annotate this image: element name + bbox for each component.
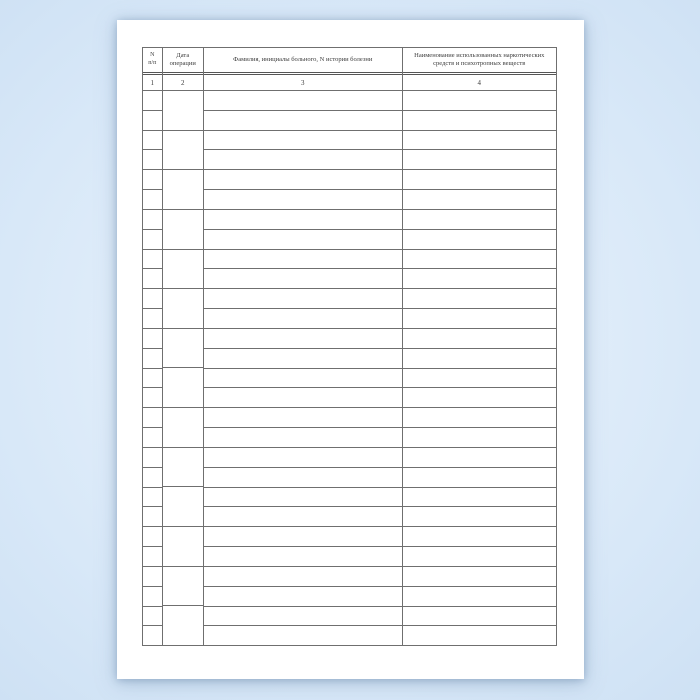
empty-row-cell [403, 309, 557, 329]
header-line: Фамилия, инициалы больного, N истории болезни [233, 56, 373, 64]
column-drugs-header [403, 48, 557, 75]
empty-row-cell [204, 547, 402, 567]
empty-row-cell [143, 547, 162, 567]
empty-row-cell [143, 91, 162, 111]
header-line: Дата [176, 52, 190, 60]
empty-row-cell [403, 289, 557, 309]
empty-row-cell [204, 428, 402, 448]
header-line: операции [169, 60, 196, 67]
document-page [117, 20, 584, 679]
empty-row-cell [403, 369, 557, 389]
empty-row-cell [204, 388, 402, 408]
empty-row-cell [143, 448, 162, 468]
column-serial-header [143, 48, 162, 75]
empty-row-cell [204, 626, 402, 645]
empty-row-cell [204, 250, 402, 270]
empty-row-cell [204, 289, 402, 309]
empty-row-cell [204, 468, 402, 488]
column-patient-header [204, 48, 402, 75]
empty-row-cell [163, 567, 204, 607]
empty-row-cell [403, 607, 557, 627]
empty-row-cell [143, 250, 162, 270]
column-number-cell: 3 [204, 75, 402, 91]
empty-row-cell [143, 329, 162, 349]
empty-row-cell [204, 369, 402, 389]
empty-row-cell [403, 190, 557, 210]
empty-row-cell [403, 448, 557, 468]
empty-row-cell [204, 91, 402, 111]
empty-row-cell [403, 111, 557, 131]
empty-row-cell [143, 170, 162, 190]
empty-row-cell [403, 507, 557, 527]
column-date-body [163, 91, 204, 645]
empty-row-cell [143, 210, 162, 230]
column-drug-names [403, 48, 557, 645]
column-operation-date [163, 48, 205, 645]
empty-row-cell [204, 567, 402, 587]
empty-row-cell [403, 131, 557, 151]
empty-row-cell [204, 587, 402, 607]
column-number-cell: 4 [403, 75, 557, 91]
empty-row-cell [204, 190, 402, 210]
empty-row-cell [143, 150, 162, 170]
empty-row-cell [403, 250, 557, 270]
empty-row-cell [403, 170, 557, 190]
header-line: средств и психотропных веществ [433, 60, 526, 67]
empty-row-cell [143, 388, 162, 408]
empty-row-cell [204, 170, 402, 190]
empty-row-cell [204, 210, 402, 230]
empty-row-cell [143, 468, 162, 488]
empty-row-cell [204, 111, 402, 131]
empty-row-cell [204, 607, 402, 627]
empty-row-cell [163, 170, 204, 210]
column-serial-body [143, 91, 162, 645]
empty-row-cell [143, 626, 162, 645]
empty-row-cell [163, 91, 204, 131]
empty-row-cell [403, 329, 557, 349]
empty-row-cell [163, 368, 204, 408]
empty-row-cell [143, 190, 162, 210]
empty-row-cell [403, 230, 557, 250]
drug-usage-log-table [142, 47, 557, 646]
column-serial-number [143, 48, 163, 645]
empty-row-cell [403, 408, 557, 428]
empty-row-cell [163, 329, 204, 369]
empty-row-cell [204, 408, 402, 428]
header-line: п/п [148, 60, 157, 66]
empty-row-cell [143, 369, 162, 389]
empty-row-cell [143, 230, 162, 250]
column-drugs-body [403, 91, 557, 645]
empty-row-cell [204, 230, 402, 250]
empty-row-cell [143, 131, 162, 151]
empty-row-cell [403, 587, 557, 607]
column-number-cell: 1 [143, 75, 162, 91]
empty-row-cell [143, 111, 162, 131]
empty-row-cell [143, 309, 162, 329]
empty-row-cell [143, 289, 162, 309]
column-number-cell: 2 [163, 75, 204, 91]
empty-row-cell [163, 289, 204, 329]
empty-row-cell [403, 91, 557, 111]
empty-row-cell [403, 547, 557, 567]
empty-row-cell [204, 527, 402, 547]
empty-row-cell [163, 250, 204, 290]
empty-row-cell [403, 488, 557, 508]
empty-row-cell [403, 388, 557, 408]
empty-row-cell [403, 269, 557, 289]
empty-row-cell [143, 428, 162, 448]
empty-row-cell [204, 329, 402, 349]
empty-row-cell [403, 428, 557, 448]
empty-row-cell [204, 309, 402, 329]
empty-row-cell [204, 507, 402, 527]
empty-row-cell [163, 131, 204, 171]
empty-row-cell [204, 448, 402, 468]
empty-row-cell [403, 527, 557, 547]
empty-row-cell [403, 150, 557, 170]
empty-row-cell [143, 507, 162, 527]
empty-row-cell [403, 468, 557, 488]
column-patient-body [204, 91, 402, 645]
empty-row-cell [143, 587, 162, 607]
empty-row-cell [163, 408, 204, 448]
empty-row-cell [163, 448, 204, 488]
empty-row-cell [163, 606, 204, 645]
header-line: N [150, 52, 155, 59]
empty-row-cell [143, 269, 162, 289]
empty-row-cell [143, 349, 162, 369]
empty-row-cell [204, 488, 402, 508]
column-patient-info [204, 48, 403, 645]
empty-row-cell [403, 567, 557, 587]
empty-row-cell [204, 269, 402, 289]
empty-row-cell [143, 607, 162, 627]
empty-row-cell [403, 626, 557, 645]
empty-row-cell [143, 488, 162, 508]
empty-row-cell [163, 527, 204, 567]
empty-row-cell [204, 349, 402, 369]
empty-row-cell [204, 131, 402, 151]
empty-row-cell [163, 487, 204, 527]
empty-row-cell [143, 567, 162, 587]
empty-row-cell [403, 349, 557, 369]
column-date-header [163, 48, 204, 75]
empty-row-cell [143, 527, 162, 547]
empty-row-cell [163, 210, 204, 250]
empty-row-cell [403, 210, 557, 230]
empty-row-cell [204, 150, 402, 170]
header-line: Наименование использованных наркотических [414, 52, 545, 60]
empty-row-cell [143, 408, 162, 428]
